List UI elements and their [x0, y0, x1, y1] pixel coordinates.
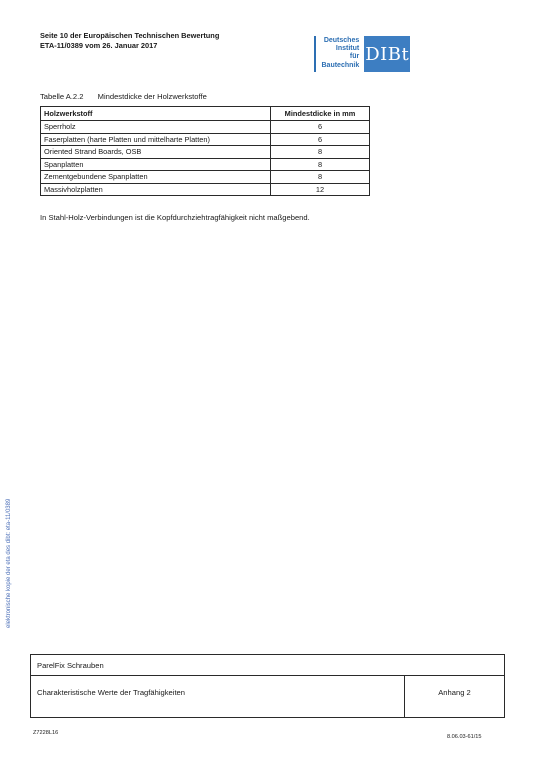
logo-wordmark — [322, 36, 360, 72]
thickness-cell: 8 — [271, 171, 370, 184]
logo-mark: DIBt — [364, 36, 410, 72]
logo-line-4: Bautechnik — [321, 61, 360, 69]
table-row — [41, 133, 370, 146]
logo-line-3: für — [349, 53, 360, 61]
header-material: Holzwerkstoff — [41, 107, 271, 121]
footer-subject: Charakteristische Werte der Tragfähigkeiten — [37, 688, 186, 697]
table-row — [41, 146, 370, 159]
thickness-cell: 12 — [271, 183, 370, 196]
header-min-thickness: Mindestdicke in mm — [271, 107, 370, 121]
footer-product-row — [31, 655, 504, 676]
thickness-cell: 6 — [271, 121, 370, 134]
footer-subject-cell — [31, 676, 405, 717]
document-header — [40, 31, 219, 51]
table-row — [41, 183, 370, 196]
material-cell: Massivholzplatten — [41, 183, 271, 196]
dibt-logo — [314, 36, 410, 72]
material-cell: Oriented Strand Boards, OSB — [41, 146, 271, 159]
footer-annex: Anhang 2 — [438, 688, 471, 697]
footer-annex-cell — [405, 676, 504, 717]
thickness-cell: 6 — [271, 133, 370, 146]
table-title: Mindestdicke der Holzwerkstoffe — [97, 92, 207, 101]
thickness-cell: 8 — [271, 158, 370, 171]
material-cell: Sperrholz — [41, 121, 271, 134]
min-thickness-table — [40, 106, 370, 196]
footer-code-right: 8.06.03-61/15 — [447, 734, 482, 740]
material-cell: Zementgebundene Spanplatten — [41, 171, 271, 184]
logo-line-2: Institut — [335, 45, 360, 53]
header-eta-line: ETA-11/0389 vom 26. Januar 2017 — [40, 41, 158, 50]
table-row — [41, 158, 370, 171]
footer-box — [30, 654, 505, 718]
header-page-line: Seite 10 der Europäischen Technischen Bewertung — [40, 31, 220, 40]
footer-code-left: Z7228L16 — [33, 730, 59, 736]
table-header-row — [41, 107, 370, 121]
table-row — [41, 171, 370, 184]
logo-line-1: Deutsches — [323, 37, 360, 44]
table-caption — [40, 92, 207, 101]
footer-product: ParelFix Schrauben — [37, 661, 104, 670]
material-cell: Spanplatten — [41, 158, 271, 171]
table-note: In Stahl-Holz-Verbindungen ist die Kopfdurchziehtragfähigkeit nicht maßgebend. — [40, 213, 310, 222]
side-watermark-text: elektronische kopie der eta des dibt: eta-11/0389 — [6, 498, 12, 628]
table-row — [41, 121, 370, 134]
thickness-cell: 8 — [271, 146, 370, 159]
material-cell: Faserplatten (harte Platten und mittelharte Platten) — [41, 133, 271, 146]
logo-bar — [314, 36, 316, 72]
table-number: Tabelle A.2.2 — [40, 92, 84, 101]
